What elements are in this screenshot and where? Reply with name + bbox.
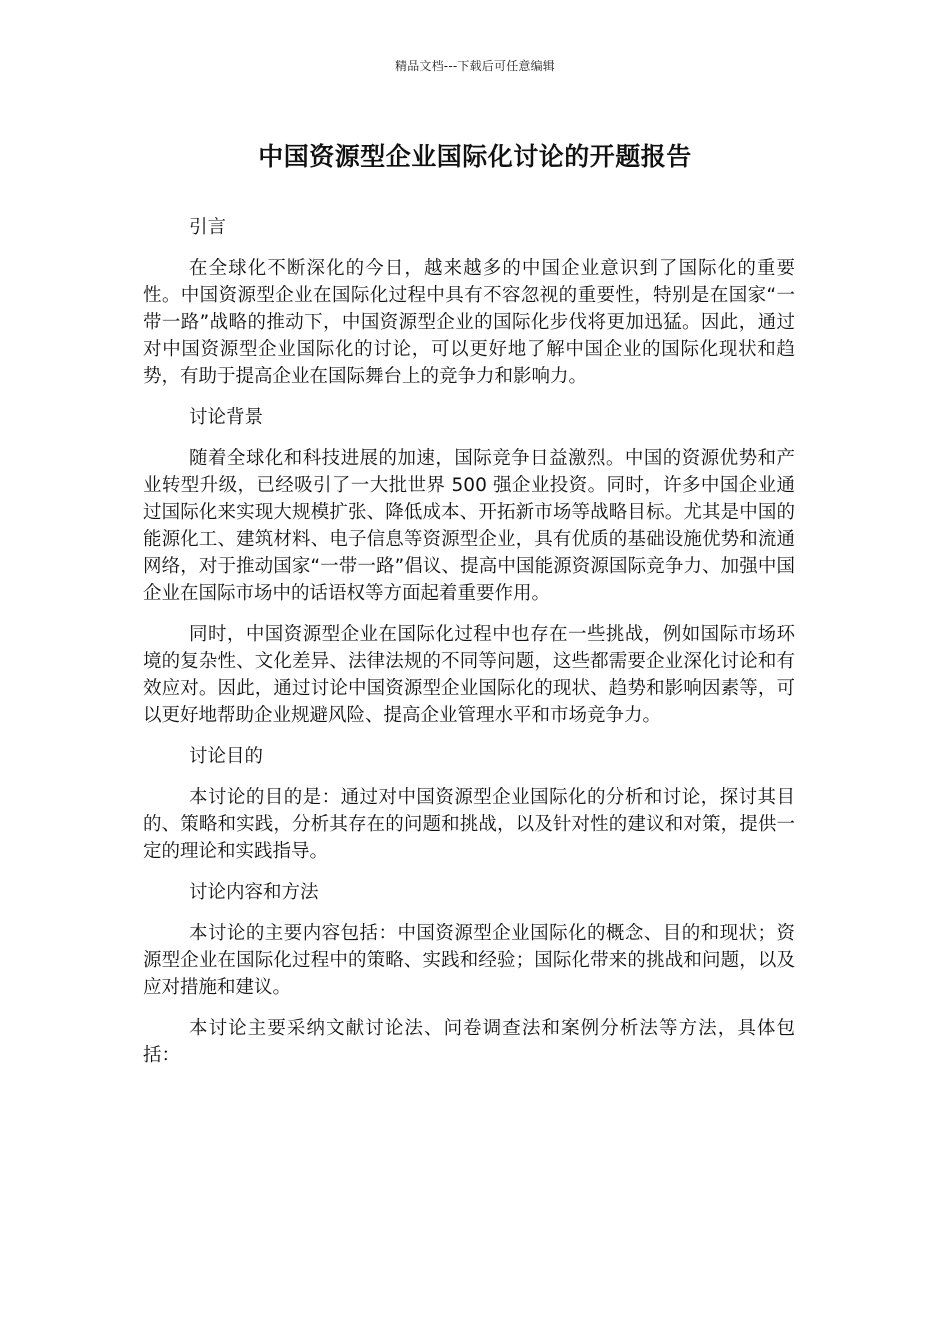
document-title: 中国资源型企业国际化讨论的开题报告 bbox=[258, 142, 692, 171]
section-heading-content: 讨论内容和方法 bbox=[189, 882, 319, 903]
section-heading-purpose: 讨论目的 bbox=[189, 746, 264, 767]
document-body bbox=[143, 214, 795, 1083]
paragraph-content-1: 本讨论的主要内容包括：中国资源型企业国际化的概念、目的和现状；资源型企业在国际化过程中的策略、实践和经验；国际化带来的挑战和问题，以及应对措施和建议。 bbox=[143, 923, 795, 998]
section-heading-intro: 引言 bbox=[189, 217, 227, 238]
section-heading-background: 讨论背景 bbox=[189, 407, 264, 428]
paragraph-purpose: 本讨论的目的是：通过对中国资源型企业国际化的分析和讨论，探讨其目的、策略和实践，分析其存在的问题和挑战，以及针对性的建议和对策，提供一定的理论和实践指导。 bbox=[143, 787, 795, 862]
paragraph-background-2: 同时，中国资源型企业在国际化过程中也存在一些挑战，例如国际市场环境的复杂性、文化差异、法律法规的不同等问题，这些都需要企业深化讨论和有效应对。因此，通过讨论中国资源型企业国际化的现状、趋势和影响因素等，可以更好地帮助企业规避风险、提高企业管理水平和市场竞争力。 bbox=[143, 624, 795, 726]
paragraph-intro: 在全球化不断深化的今日，越来越多的中国企业意识到了国际化的重要性。中国资源型企业在国际化过程中具有不容忽视的重要性，特别是在国家“一带一路”战略的推动下，中国资源型企业的国际化步伐将更加迅猛。因此，通过对中国资源型企业国际化的讨论，可以更好地了解中国企业的国际化现状和趋势，有助于提高企业在国际舞台上的竞争力和影响力。 bbox=[143, 258, 795, 387]
paragraph-content-2: 本讨论主要采纳文献讨论法、问卷调查法和案例分析法等方法，具体包括： bbox=[143, 1018, 795, 1066]
header-note: 精品文档---下载后可任意编辑 bbox=[395, 59, 555, 73]
paragraph-background-1: 随着全球化和科技进展的加速，国际竞争日益激烈。中国的资源优势和产业转型升级，已经吸引了一大批世界 500 强企业投资。同时，许多中国企业通过国际化来实现大规模扩张、降低成本、开拓新市场等战略目标。尤其是中国的能源化工、建筑材料、电子信息等资源型企业，具有优质的基础设施优势和流通网络，对于推动国家“一带一路”倡议、提高中国能源资源国际竞争力、加强中国企业在国际市场中的话语权等方面起着重要作用。 bbox=[143, 448, 795, 604]
